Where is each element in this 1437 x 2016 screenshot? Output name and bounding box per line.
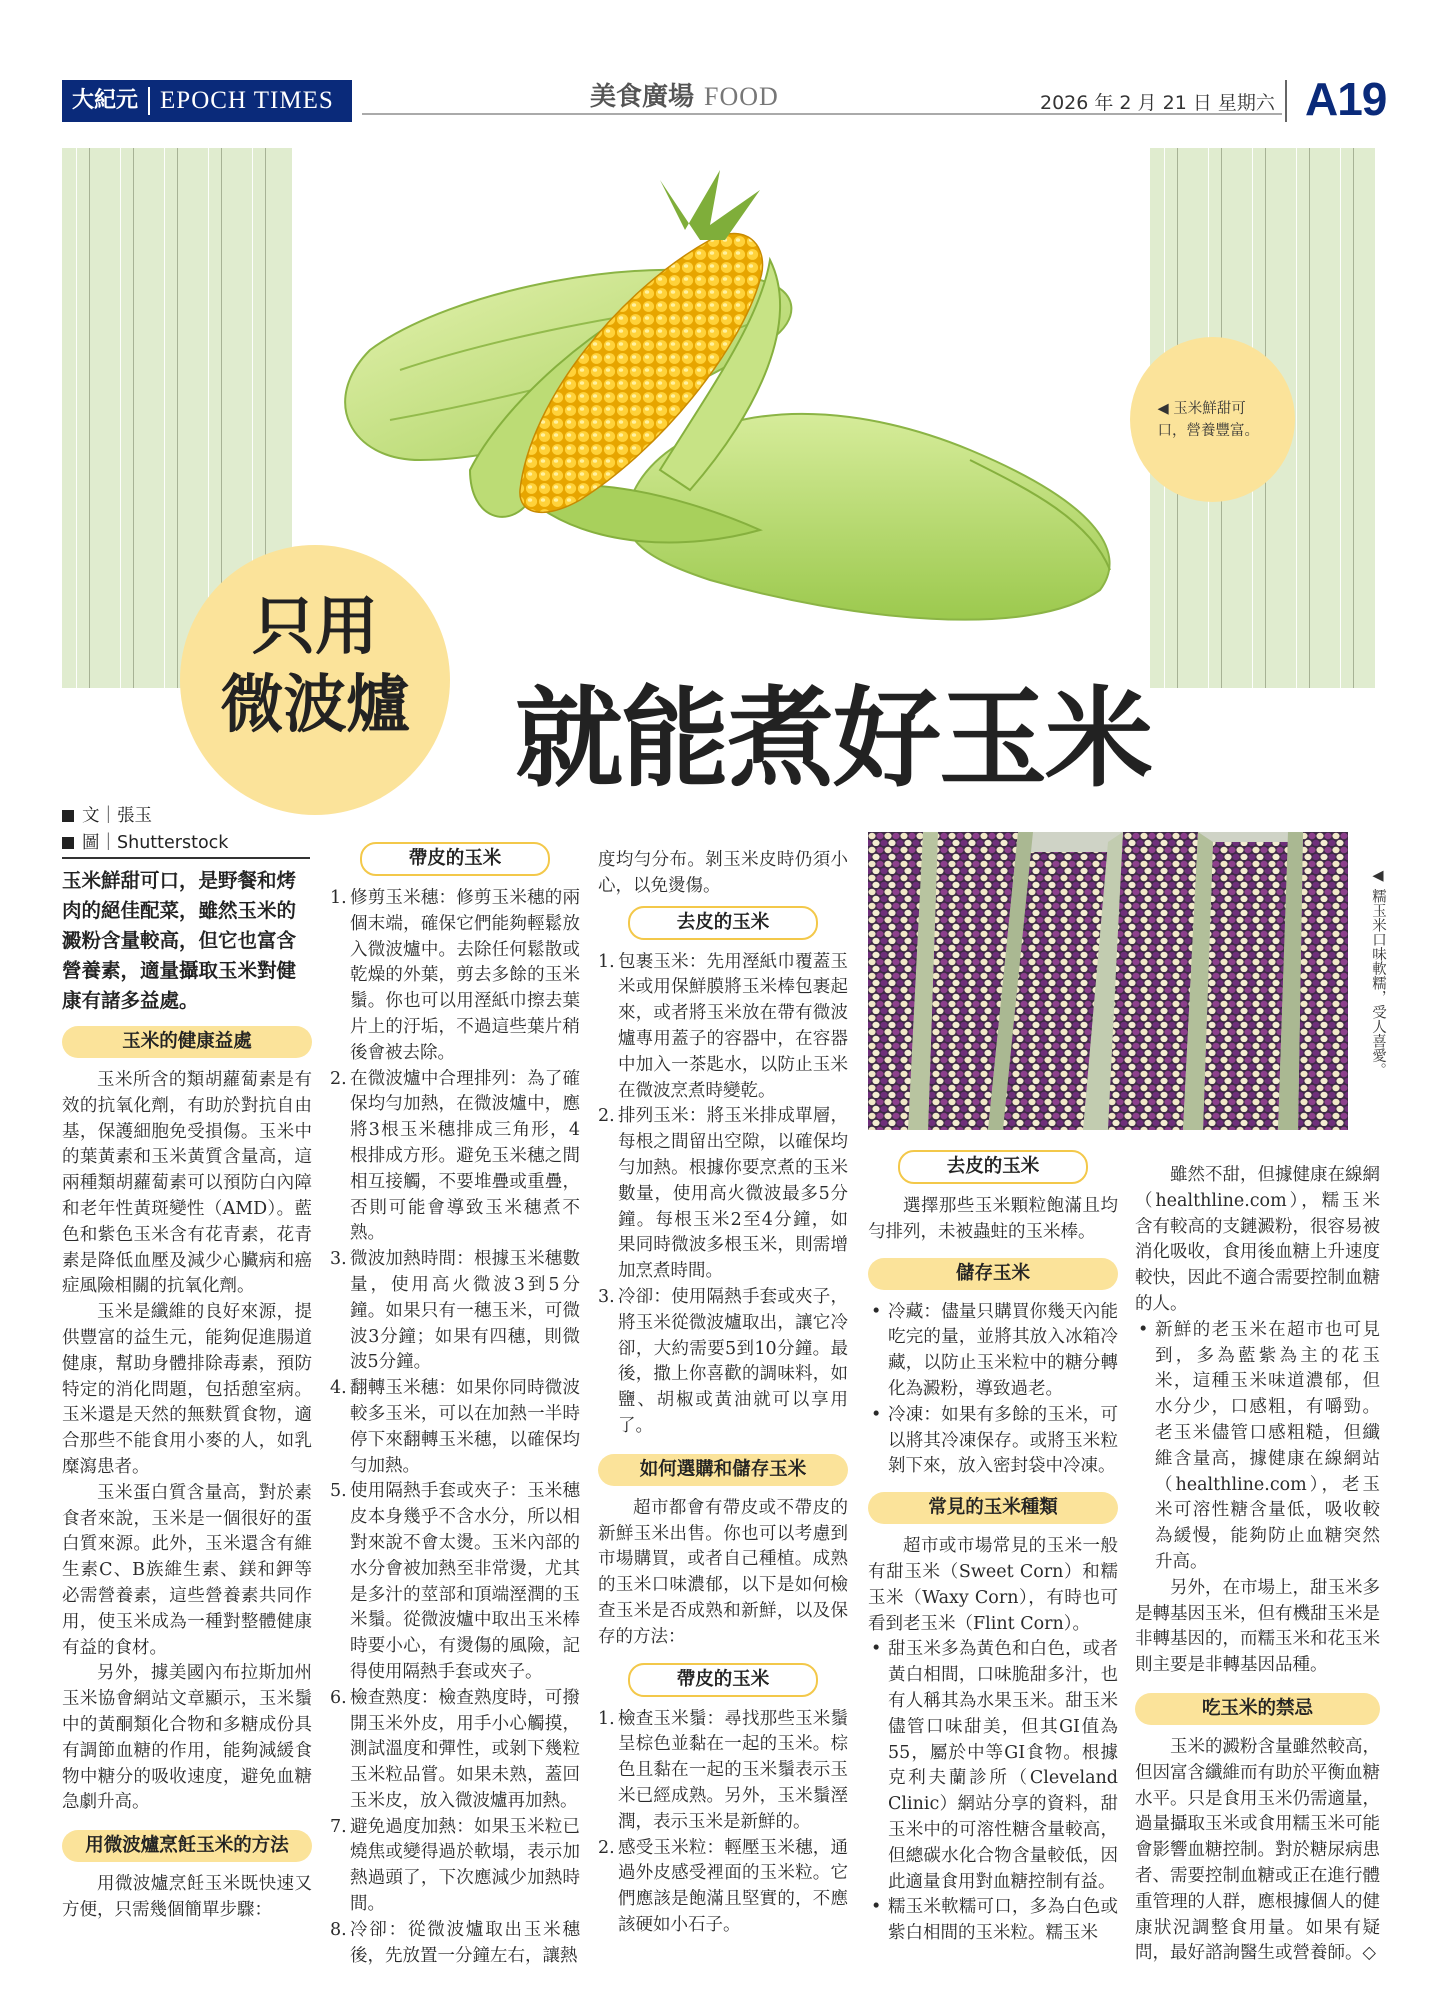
list-text: 甜玉米多為黃色和白色，或者黃白相間，口味脆甜多汁，也有人稱其為水果玉米。甜玉米儘管口味甜美，但其GI值為55，屬於中等GI食物。根據克利夫蘭診所（Cleveland Clinic）網站分享的資料，甜玉米中的可溶性糖含量較高，但總碳水化合物含量較低，因此適量食用對血糖控制有益。 <box>888 1639 1118 1892</box>
photo2-caption: ◀ 糯玉米口味軟糯，受人喜愛。 <box>1370 868 1386 1078</box>
bullet-icon: • <box>871 1897 882 1918</box>
list-number: 1. <box>598 1708 615 1729</box>
corn-types-list <box>868 1637 1118 1947</box>
column-5 <box>1135 1163 1380 1967</box>
list-item <box>330 1918 580 1970</box>
list-text: 翻轉玉米穗：如果你同時微波較多玉米，可以在加熱一半時停下來翻轉玉米穗，以確保均勻加熱。 <box>350 1378 580 1476</box>
bullet-icon: • <box>871 1404 882 1425</box>
list-text: 包裹玉米：先用溼紙巾覆蓋玉米或用保鮮膜將玉米棒包裹起來，或者將玉米放在帶有微波爐專用蓋子的容器中，在容器中加入一茶匙水，以防止玉米在微波烹煮時變乾。 <box>618 951 848 1101</box>
lead-paragraph: 玉米鮮甜可口，是野餐和烤肉的絕佳配菜，雖然玉米的澱粉含量較高，但它也富含營養素，適量攝取玉米對健康有諸多益處。 <box>62 869 297 1012</box>
list-text: 在微波爐中合理排列：為了確保均勻加熱，在微波爐中，應將3根玉米穗排成三角形，4根排成方形。避免玉米穗之間相互接觸，不要堆疊或重疊，否則可能會導致玉米穗煮不熟。 <box>350 1068 580 1244</box>
steps-list <box>598 950 848 1440</box>
list-item <box>868 1300 1118 1403</box>
waxy-corn-photo <box>868 832 1348 1130</box>
headline-line2: 微波爐 <box>220 668 410 741</box>
list-item <box>598 1707 848 1836</box>
subheading-husked: 去皮的玉米 <box>628 906 818 940</box>
list-text: 避免過度加熱：如果玉米粒已燒焦或變得過於軟塌，表示加熱過頭了，下次應減少加熱時間。 <box>350 1816 580 1915</box>
body-paragraph: 另外，據美國內布拉斯加州玉米協會網站文章顯示，玉米鬚中的黃酮類化合物和多糖成份具有調節血糖的作用，能夠減緩食物中糖分的吸收速度，避免血糖急劇升高。 <box>62 1663 312 1813</box>
body-paragraph: 玉米是纖維的良好來源，提供豐富的益生元，能夠促進腸道健康，幫助身體排除毒素，預防特定的消化問題，包括憩室病。玉米還是天然的無麩質食物，適合那些不能食用小麥的人，如乳糜瀉患者。 <box>62 1302 312 1477</box>
byline-photo: 圖｜Shutterstock <box>62 830 228 857</box>
list-text: 感受玉米粒：輕壓玉米穗，通過外皮感受裡面的玉米粒。它們應該是飽滿且堅實的，不應該硬如小石子。 <box>618 1837 848 1935</box>
byline-rule <box>62 857 310 859</box>
list-item <box>868 1403 1118 1480</box>
list-number: 1. <box>330 888 347 908</box>
list-text: 冷凍：如果有多餘的玉米，可以將其冷凍保存。或將玉米粒剝下來，放入密封袋中冷凍。 <box>888 1404 1118 1477</box>
headline-part2: 就能煮好玉米 <box>515 677 1152 802</box>
list-item <box>330 1815 580 1918</box>
list-number: 6. <box>330 1687 347 1708</box>
steps-list <box>330 886 580 1969</box>
list-item <box>330 1686 580 1815</box>
list-item <box>598 950 848 1105</box>
logo-english: EPOCH TIMES <box>160 87 334 114</box>
list-number: 2. <box>598 1106 615 1127</box>
column-3 <box>598 848 848 1939</box>
list-number: 8. <box>330 1919 347 1940</box>
epoch-times-logo <box>62 80 352 122</box>
body-paragraph: 用微波爐烹飪玉米既快速又方便，只需幾個簡單步驟： <box>62 1874 312 1920</box>
section-title <box>590 76 779 113</box>
list-item <box>868 1637 1118 1895</box>
body-paragraph: 選擇那些玉米顆粒飽滿且均勻排列，未被蟲蛀的玉米棒。 <box>868 1196 1118 1242</box>
bullet-icon: • <box>871 1639 882 1660</box>
subheading-taboos: 吃玉米的禁忌 <box>1135 1693 1380 1725</box>
page-number: A19 <box>1305 73 1387 125</box>
body-paragraph: 雖然不甜，但據健康在線網（healthline.com），糯玉米含有較高的支鏈澱粉，很容易被消化吸收，食用後血糖上升速度較快，因此不適合需要控制血糖的人。 <box>1135 1165 1380 1314</box>
list-number: 4. <box>330 1378 347 1399</box>
list-text: 修剪玉米穗：修剪玉米穗的兩個末端，確保它們能夠輕鬆放入微波爐中。去除任何鬆散或乾燥的外葉，剪去多餘的玉米鬚。你也可以用溼紙巾擦去葉片上的汙垢，不過這些葉片稍後會被去除。 <box>350 888 580 1063</box>
subheading-with-husk: 帶皮的玉米 <box>360 842 550 876</box>
list-number: 2. <box>598 1837 615 1858</box>
corn-types-list-cont <box>1135 1318 1380 1576</box>
section-english: FOOD <box>704 82 779 111</box>
list-item <box>330 1479 580 1685</box>
list-text: 冷卻：使用隔熱手套或夾子，將玉米從微波爐取出，讓它冷卻，大約需要5到10分鐘。最後，撒上你喜歡的調味料，如鹽、胡椒或黃油就可以享用了。 <box>618 1286 848 1436</box>
corn-photo <box>330 170 1140 640</box>
byline <box>62 803 228 857</box>
column-2 <box>330 836 580 1969</box>
list-text: 新鮮的老玉米在超市也可見到，多為藍紫為主的花玉米，這種玉米味道濃郁，但水分少，口感粗，有嚼勁。老玉米儘管口感粗糙，但纖維含量高，據健康在線網站（healthline.com），老玉米可溶性糖含量低，吸收較為緩慢，能夠防止血糖突然升高。 <box>1155 1319 1380 1572</box>
list-text: 檢查熟度：檢查熟度時，可撥開玉米外皮，用手小心觸摸，測試溫度和彈性，或剝下幾粒玉米粒品嘗。如果未熟，蓋回玉米皮，放入微波爐再加熱。 <box>350 1687 580 1811</box>
column-4 <box>868 1150 1118 1947</box>
body-paragraph: 玉米所含的類胡蘿蔔素是有效的抗氧化劑，有助於對抗自由基，保護細胞免受損傷。玉米中的葉黃素和玉米黃質含量高，這兩種類胡蘿蔔素可以預防白內障和老年性黃斑變性（AMD）。藍色和紫色玉米含有花青素，花青素是降低血壓及減少心臟病和癌症風險相關的抗氧化劑。 <box>62 1070 312 1297</box>
list-text: 微波加熱時間：根據玉米穗數量，使用高火微波3到5分鐘。如果只有一穗玉米，可微波3分鐘；如果有四穗，則微波5分鐘。 <box>350 1249 580 1373</box>
subheading-storage: 儲存玉米 <box>868 1258 1118 1290</box>
subheading-microwave-method: 用微波爐烹飪玉米的方法 <box>62 1830 312 1862</box>
byline-author: 文｜張玉 <box>62 803 228 830</box>
issue-date: 2026 年 2 月 21 日 星期六 <box>1040 92 1275 114</box>
list-item <box>330 886 580 1067</box>
list-number: 5. <box>330 1481 347 1502</box>
list-item <box>598 1285 848 1440</box>
storage-list <box>868 1300 1118 1481</box>
list-number: 3. <box>598 1286 615 1307</box>
body-paragraph: 超市都會有帶皮或不帶皮的新鮮玉米出售。你也可以考慮到市場購買，或者自己種植。成熟的玉米口味濃郁，以下是如何檢查玉米是否成熟和新鮮，以及保存的方法： <box>598 1497 848 1647</box>
body-paragraph: 超市或市場常見的玉米一般有甜玉米（Sweet Corn）和糯玉米（Waxy Corn），有時也可看到老玉米（Flint Corn）。 <box>868 1536 1118 1634</box>
subheading-buy-store: 如何選購和儲存玉米 <box>598 1454 848 1486</box>
list-item <box>1135 1318 1380 1576</box>
steps-list <box>598 1707 848 1939</box>
list-text: 檢查玉米鬚：尋找那些玉米鬚呈棕色並黏在一起的玉米。棕色且黏在一起的玉米鬚表示玉米已經成熟。另外，玉米鬚溼潤，表示玉米是新鮮的。 <box>618 1708 848 1832</box>
body-paragraph: 玉米蛋白質含量高，對於素食者來說，玉米是一個很好的蛋白質來源。此外，玉米還含有維生素C、B族維生素、鎂和鉀等必需營養素，這些營養素共同作用，使玉米成為一種對整體健康有益的食材。 <box>62 1482 312 1658</box>
photo-caption: ◀ 玉米鮮甜可口，營養豐富。 <box>1157 400 1259 439</box>
section-chinese: 美食廣場 <box>590 82 695 112</box>
list-text: 冷卻：從微波爐取出玉米穗後，先放置一分鐘左右，讓熱 <box>350 1919 580 1966</box>
list-number: 1. <box>598 951 615 972</box>
photo-caption-circle <box>1130 337 1295 502</box>
list-item <box>598 1104 848 1285</box>
list-item <box>598 1836 848 1939</box>
logo-chinese: 大紀元 <box>62 87 150 115</box>
headline-line1: 只用 <box>252 590 378 663</box>
list-text: 使用隔熱手套或夾子：玉米穗皮本身幾乎不含水分，所以相對來說不會太燙。玉米內部的水分會被加熱至非常燙，尤其是多汁的莖部和頂端溼潤的玉米鬚。從微波爐中取出玉米棒時要小心，有燙傷的風險，記得使用隔熱手套或夾子。 <box>350 1481 580 1682</box>
subheading-with-husk-2: 帶皮的玉米 <box>628 1663 818 1697</box>
list-item <box>330 1376 580 1479</box>
body-paragraph: 另外，在市場上，甜玉米多是轉基因玉米，但有機甜玉米是非轉基因的，而糯玉米和花玉米則主要是非轉基因品種。 <box>1135 1577 1380 1676</box>
body-paragraph: 度均勻分布。剝玉米皮時仍須小心，以免燙傷。 <box>598 850 848 896</box>
square-bullet-icon <box>62 837 74 849</box>
list-text: 排列玉米：將玉米排成單層，每根之間留出空隙，以確保均勻加熱。根據你要烹煮的玉米數量，使用高火微波最多5分鐘。每根玉米2至4分鐘，如果同時微波多根玉米，則需增加烹煮時間。 <box>618 1106 848 1282</box>
headline-part1 <box>205 588 425 744</box>
bullet-icon: • <box>1138 1319 1149 1340</box>
subheading-corn-types: 常見的玉米種類 <box>868 1492 1118 1524</box>
subheading-husked-2: 去皮的玉米 <box>898 1150 1088 1184</box>
list-item <box>330 1247 580 1376</box>
column-1 <box>62 1020 312 1924</box>
list-text: 冷藏：儘量只購買你幾天內能吃完的量，並將其放入冰箱冷藏，以防止玉米粒中的糖分轉化為澱粉，導致過老。 <box>888 1301 1118 1399</box>
list-text: 糯玉米軟糯可口，多為白色或紫白相間的玉米粒。糯玉米 <box>888 1897 1118 1944</box>
bullet-icon: • <box>871 1301 882 1322</box>
list-number: 2. <box>330 1068 347 1089</box>
subheading-health-benefits: 玉米的健康益處 <box>62 1026 312 1058</box>
page-divider <box>1285 80 1287 122</box>
body-paragraph: 玉米的澱粉含量雖然較高，但因富含纖維而有助於平衡血糖水平。只是食用玉米仍需適量，過量攝取玉米或食用糯玉米可能會影響血糖控制。對於糖尿病患者、需要控制血糖或正在進行體重管理的人群，應根據個人的健康狀況調整食用量。如果有疑問，最好諮詢醫生或營養師。◇ <box>1135 1736 1380 1964</box>
list-item <box>868 1895 1118 1947</box>
list-item <box>330 1067 580 1248</box>
list-number: 7. <box>330 1816 347 1837</box>
square-bullet-icon <box>62 810 74 822</box>
list-number: 3. <box>330 1249 347 1270</box>
